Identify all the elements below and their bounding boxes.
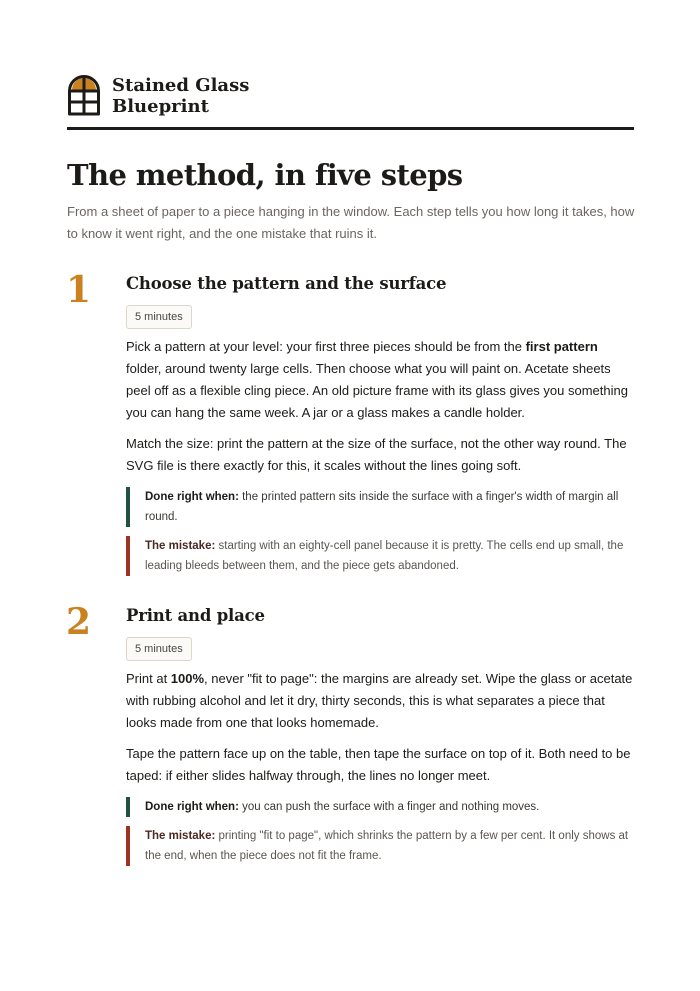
callout-text: you can push the surface with a finger and nothing moves. (238, 801, 540, 813)
callout-label: Done right when: (145, 491, 239, 503)
brand-name-line1: Stained Glass (112, 75, 250, 96)
step-paragraph: Tape the pattern face up on the table, then tape the surface on top of it. Both need to be taped: if either slides halfway through, the lines no longer meet. (126, 746, 631, 783)
done-right-callout (126, 487, 636, 527)
page-intro: From a sheet of paper to a piece hanging in the window. Each step tells you how long it takes, how to know it went right, and the one mistake that ruins it. (67, 204, 635, 241)
callout-label: The mistake: (145, 830, 216, 842)
callout-label: Done right when: (145, 801, 239, 813)
step-paragraph (126, 336, 636, 424)
callout-text: the printed pattern sits inside the surface with a finger's width of margin all round. (145, 491, 619, 523)
callout-text: starting with an eighty-cell panel because it is pretty. The cells end up small, the leading bleeds between them, and the piece gets abandoned. (145, 540, 624, 572)
step-number: 2 (66, 601, 92, 643)
text-run: , never "fit to page": the margins are already set. Wipe the glass or acetate with rubbing alcohol and let it dry, thirty seconds, this is what separates a piece that looks made from one that looks homemade. (126, 671, 633, 730)
brand-name (112, 75, 249, 117)
done-right-callout (126, 797, 636, 817)
callout-label: The mistake: (145, 540, 216, 552)
arched-window-icon (67, 74, 101, 116)
mistake-callout (126, 826, 636, 866)
print-scale: 100% (170, 671, 205, 686)
page-title: The method, in five steps (67, 158, 463, 192)
folder-name: first pattern (525, 339, 598, 354)
text-run: Print at (126, 671, 171, 686)
step-number: 1 (66, 269, 92, 311)
step-title: Print and place (126, 606, 265, 625)
duration-badge: 5 minutes (126, 637, 192, 661)
step-2 (126, 604, 636, 866)
step-title: Choose the pattern and the surface (126, 274, 447, 293)
brand-name-line2: Blueprint (112, 96, 209, 117)
callout-text: printing "fit to page", which shrinks the pattern by a few per cent. It only shows at the end, when the piece does not fit the frame. (145, 830, 629, 862)
step-paragraph (126, 668, 636, 734)
mistake-callout (126, 536, 636, 576)
brand[interactable] (67, 74, 249, 117)
header-rule (67, 127, 634, 130)
step-1 (126, 272, 636, 576)
text-run: Pick a pattern at your level: your first three pieces should be from the (126, 339, 526, 354)
text-run: folder, around twenty large cells. Then choose what you will paint on. Acetate sheets peel off as a flexible cling piece. An old picture frame with its glass gives you something you can hang the same week. A jar or a glass makes a candle holder. (126, 361, 628, 420)
duration-badge: 5 minutes (126, 305, 192, 329)
step-paragraph: Match the size: print the pattern at the size of the surface, not the other way round. The SVG file is there exactly for this, it scales without the lines going soft. (126, 436, 627, 473)
